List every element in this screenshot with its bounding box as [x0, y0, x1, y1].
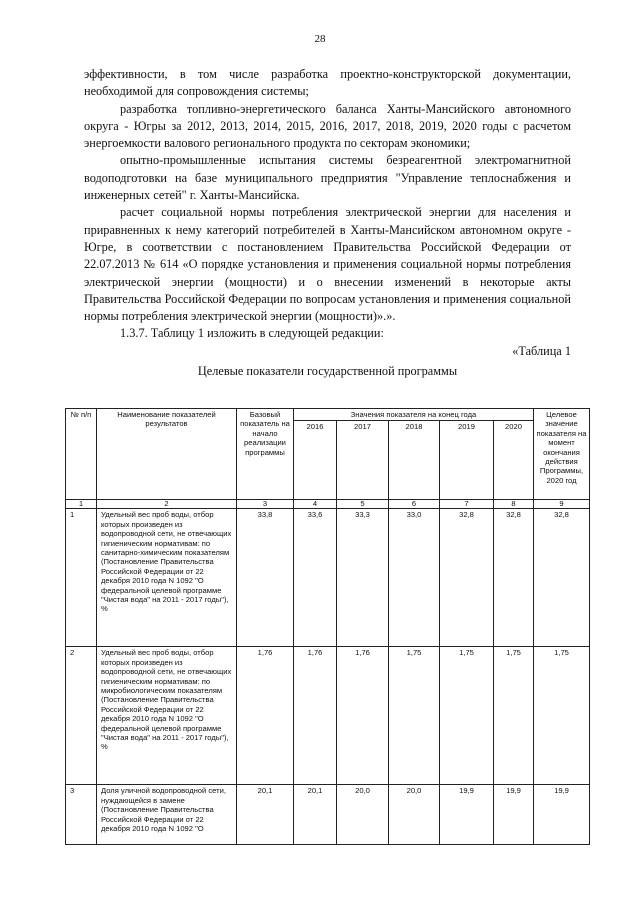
target-value: 19,9	[534, 785, 590, 845]
year-value: 1,76	[294, 647, 337, 785]
column-number: 3	[237, 500, 294, 509]
paragraph: эффективности, в том числе разработка проектно-конструкторской документации, необходимой для сопровождения системы;	[84, 67, 571, 99]
base-value: 20,1	[237, 785, 294, 845]
year-value: 33,0	[389, 509, 440, 647]
table-title: Целевые показатели государственной программы	[197, 364, 458, 379]
page-number: 28	[314, 33, 326, 45]
header-years-group: Значения показателя на конец года	[294, 409, 534, 421]
year-value: 32,8	[494, 509, 534, 647]
year-value: 20,0	[389, 785, 440, 845]
document-body	[84, 66, 571, 380]
column-number: 8	[494, 500, 534, 509]
table-row	[66, 509, 590, 647]
table-label: «Таблица 1	[512, 343, 571, 358]
year-value: 20,1	[294, 785, 337, 845]
target-value: 32,8	[534, 509, 590, 647]
column-number: 6	[389, 500, 440, 509]
edit-instruction: 1.3.7. Таблицу 1 изложить в следующей редакции:	[120, 326, 384, 341]
paragraph: опытно-промышленные испытания системы безреагентной электромагнитной водоподготовки на базе муниципального предприятия "Управление теплоснабжения и инженерных сетей" г. Ханты-Мансийска.	[84, 153, 571, 203]
column-number-row	[66, 500, 590, 509]
table-row	[66, 647, 590, 785]
header-year: 2018	[389, 421, 440, 500]
header-year: 2020	[494, 421, 534, 500]
year-value: 1,75	[494, 647, 534, 785]
header-year: 2019	[440, 421, 494, 500]
row-number: 3	[66, 785, 97, 845]
year-value: 32,8	[440, 509, 494, 647]
header-name: Наименование показателей результатов	[97, 409, 237, 500]
year-value: 19,9	[440, 785, 494, 845]
column-number: 5	[337, 500, 389, 509]
year-value: 19,9	[494, 785, 534, 845]
column-number: 1	[66, 500, 97, 509]
header-num: № п/п	[66, 409, 97, 500]
year-value: 1,76	[337, 647, 389, 785]
base-value: 1,76	[237, 647, 294, 785]
base-value: 33,8	[237, 509, 294, 647]
paragraph: расчет социальной нормы потребления электрической энергии для населения и приравненных к нему категорий потребителей в Ханты-Мансийском автономном округе - Югре, в соответствии с постановлением Правительства Российской Федерации от 22.07.2013 № 614 «О порядке установления и применения социальной нормы потребления электрической энергии (мощности) и о внесении изменений в некоторые акты Правительства Российской Федерации по вопросам установления и применения социальной нормы потребления электрической энергии (мощности)».».	[84, 205, 571, 324]
table-row	[66, 785, 590, 845]
row-number: 1	[66, 509, 97, 647]
year-value: 20,0	[337, 785, 389, 845]
header-year: 2017	[337, 421, 389, 500]
indicator-name: Удельный вес проб воды, отбор которых произведен из водопроводной сети, не отвечающих гигиеническим нормативам: по микробиологическим показателям (Постановление Правительства Российской Федерации от 22 декабря 2010 года N 1092 "О федеральной целевой программе "Чистая вода" на 2011 - 2017 годы"), %	[97, 647, 237, 785]
indicator-name: Удельный вес проб воды, отбор которых произведен из водопроводной сети, не отвечающих гигиеническим нормативам: по санитарно-химическим показателям (Постановление Правительства Российской Федерации от 22 декабря 2010 года N 1092 "О федеральной целевой программе "Чистая вода" на 2011 - 2017 годы"), %	[97, 509, 237, 647]
row-number: 2	[66, 647, 97, 785]
column-number: 9	[534, 500, 590, 509]
header-year: 2016	[294, 421, 337, 500]
column-number: 7	[440, 500, 494, 509]
target-value: 1,75	[534, 647, 590, 785]
year-value: 33,6	[294, 509, 337, 647]
target-indicators-table	[65, 408, 590, 845]
header-target: Целевое значение показателя на момент окончания действия Программы, 2020 год	[534, 409, 590, 500]
column-number: 4	[294, 500, 337, 509]
indicator-name: Доля уличной водопроводной сети, нуждающейся в замене (Постановление Правительства Российской Федерации от 22 декабря 2010 года N 1092 "О	[97, 785, 237, 845]
year-value: 33,3	[337, 509, 389, 647]
column-number: 2	[97, 500, 237, 509]
paragraph: разработка топливно-энергетического баланса Ханты-Мансийского автономного округа - Югры за 2012, 2013, 2014, 2015, 2016, 2017, 2018, 2019, 2020 годы с расчетом энергоемкости валового регионального продукта по секторам экономики;	[84, 101, 571, 151]
year-value: 1,75	[389, 647, 440, 785]
header-base: Базовый показатель на начало реализации программы	[237, 409, 294, 500]
year-value: 1,75	[440, 647, 494, 785]
